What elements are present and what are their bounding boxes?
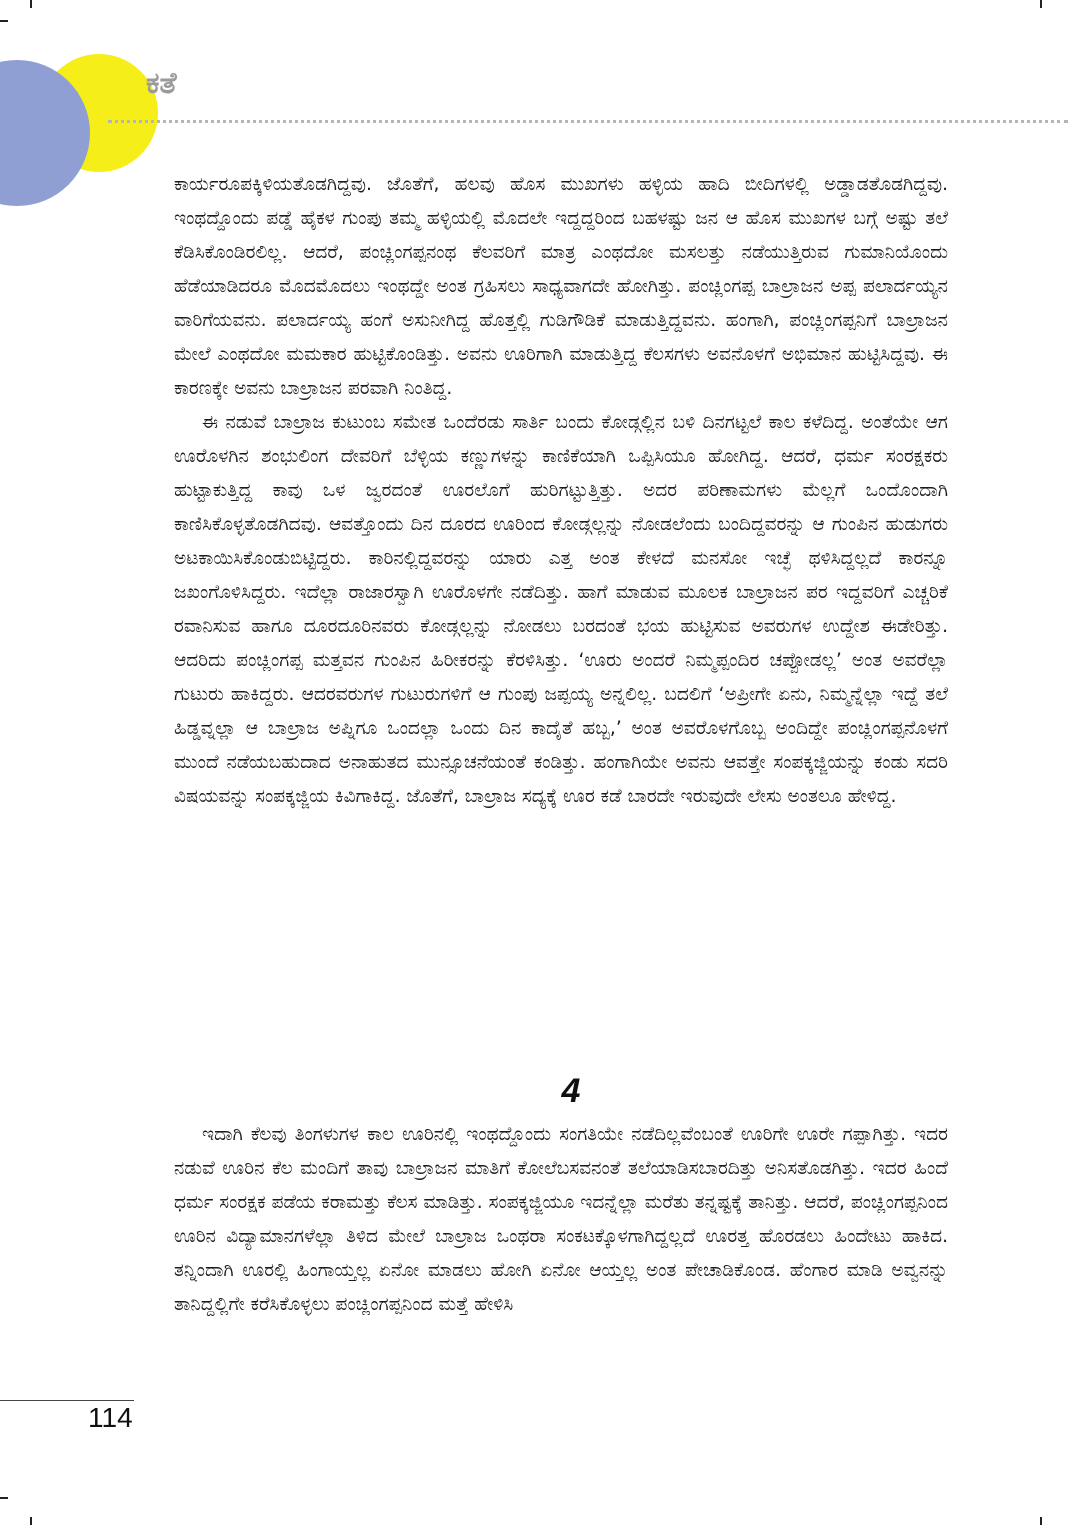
body-text-block-2 [174,1118,948,1322]
footer-rule [0,1400,134,1401]
chapter-number: 4 [561,1072,581,1110]
crop-mark-bottom-right [1040,1517,1042,1525]
paragraph: ಇದಾಗಿ ಕೆಲವು ತಿಂಗಳುಗಳ ಕಾಲ ಊರಿನಲ್ಲಿ ಇಂಥದ್ದೊಂದು ಸಂಗತಿಯೇ ನಡೆದಿಲ್ಲವೆಂಬಂತೆ ಊರಿಗೇ ಊರೇ ಗಪ್ಪಾಗಿತ್ತು. ಇದರ ನಡುವೆ ಊರಿನ ಕೆಲ ಮಂದಿಗೆ ತಾವು ಬಾಲ್ರಾಜನ ಮಾತಿಗೆ ಕೋಲೆಬಸವನಂತೆ ತಲೆಯಾಡಿಸಬಾರದಿತ್ತು ಅನಿಸತೊಡಗಿತ್ತು. ಇದರ ಹಿಂದೆ ಧರ್ಮ ಸಂರಕ್ಷಕ ಪಡೆಯ ಕರಾಮತ್ತು ಕೆಲಸ ಮಾಡಿತ್ತು. ಸಂಪಕ್ಕಜ್ಜಿಯೂ ಇದನ್ನೆಲ್ಲಾ ಮರೆತು ತನ್ನಷ್ಟಕ್ಕೆ ತಾನಿತ್ತು. ಆದರೆ, ಪಂಚ್ಲಿಂಗಪ್ಪನಿಂದ ಊರಿನ ವಿದ್ಯಾಮಾನಗಳೆಲ್ಲಾ ತಿಳಿದ ಮೇಲೆ ಬಾಲ್ರಾಜ ಒಂಥರಾ ಸಂಕಟಕ್ಕೊಳಗಾಗಿದ್ದಲ್ಲದೆ ಊರತ್ತ ಹೊರಡಲು ಹಿಂದೇಟು ಹಾಕಿದ. ತನ್ನಿಂದಾಗಿ ಊರಲ್ಲಿ ಹಿಂಗಾಯ್ತಲ್ಲ ಏನೋ ಮಾಡಲು ಹೋಗಿ ಏನೋ ಆಯ್ತಲ್ಲ ಅಂತ ಪೇಚಾಡಿಕೊಂಡ. ಹೆಂಗಾರ ಮಾಡಿ ಅವ್ವನನ್ನು ತಾನಿದ್ದಲ್ಲಿಗೇ ಕರೆಸಿಕೊಳ್ಳಲು ಪಂಚ್ಲಿಂಗಪ್ಪನಿಂದ ಮತ್ತೆ ಹೇಳಿಸಿ [174,1124,948,1315]
crop-mark-left-lower [0,1497,8,1499]
paragraph: ಈ ನಡುವೆ ಬಾಲ್ರಾಜ ಕುಟುಂಬ ಸಮೇತ ಒಂದೆರಡು ಸಾರ್ತಿ ಬಂದು ಕೋಡ್ಗಲ್ಲಿನ ಬಳಿ ದಿನಗಟ್ಟಲೆ ಕಾಲ ಕಳೆದಿದ್ದ. ಅಂತೆಯೇ ಆಗ ಊರೊಳಗಿನ ಶಂಭುಲಿಂಗ ದೇವರಿಗೆ ಬೆಳ್ಳಿಯ ಕಣ್ಣುಗಳನ್ನು ಕಾಣಿಕೆಯಾಗಿ ಒಪ್ಪಿಸಿಯೂ ಹೋಗಿದ್ದ. ಆದರೆ, ಧರ್ಮ ಸಂರಕ್ಷಕರು ಹುಟ್ಟಾಕುತ್ತಿದ್ದ ಕಾವು ಒಳ ಜ್ವರದಂತೆ ಊರಲೊಗೆ ಹುರಿಗಟ್ಟುತ್ತಿತ್ತು. ಅದರ ಪರಿಣಾಮಗಳು ಮೆಲ್ಲಗೆ ಒಂದೊಂದಾಗಿ ಕಾಣಿಸಿಕೊಳ್ಳತೊಡಗಿದವು. ಆವತ್ತೊಂದು ದಿನ ದೂರದ ಊರಿಂದ ಕೋಡ್ಗಲ್ಲನ್ನು ನೋಡಲೆಂದು ಬಂದಿದ್ದವರನ್ನು ಆ ಗುಂಪಿನ ಹುಡುಗರು ಅಟಕಾಯಿಸಿಕೊಂಡುಬಿಟ್ಟಿದ್ದರು. ಕಾರಿನಲ್ಲಿದ್ದವರನ್ನು ಯಾರು ಎತ್ತ ಅಂತ ಕೇಳದೆ ಮನಸೋ ಇಚ್ಛೆ ಥಳಿಸಿದ್ದಲ್ಲದೆ ಕಾರನ್ನೂ ಜಖಂಗೊಳಿಸಿದ್ದರು. ಇದೆಲ್ಲಾ ರಾಜಾರಸ್ವಾಗಿ ಊರೊಳಗೇ ನಡೆದಿತ್ತು. ಹಾಗೆ ಮಾಡುವ ಮೂಲಕ ಬಾಲ್ರಾಜನ ಪರ ಇದ್ದವರಿಗೆ ಎಚ್ಚರಿಕೆ ರವಾನಿಸುವ ಹಾಗೂ ದೂರದೂರಿನವರು ಕೋಡ್ಗಲ್ಲನ್ನು ನೋಡಲು ಬರದಂತೆ ಭಯ ಹುಟ್ಟಿಸುವ ಅವರುಗಳ ಉದ್ದೇಶ ಈಡೇರಿತ್ತು. ಆದರಿದು ಪಂಚ್ಲಿಂಗಪ್ಪ ಮತ್ತವನ ಗುಂಪಿನ ಹಿರೀಕರನ್ನು ಕೆರಳಿಸಿತ್ತು. ‘ಊರು ಅಂದರೆ ನಿಮ್ಮಪ್ಪಂದಿರ ಚಪ್ಪೋಡಲ್ಲ’ ಅಂತ ಅವರೆಲ್ಲಾ ಗುಟುರು ಹಾಕಿದ್ದರು. ಆದರವರುಗಳ ಗುಟುರುಗಳಿಗೆ ಆ ಗುಂಪು ಜಪ್ಪಯ್ಯ ಅನ್ನಲಿಲ್ಲ. ಬದಲಿಗೆ ‘ಅಪ್ರೀಗೇ ಏನು, ನಿಮ್ಮನ್ನೆಲ್ಲಾ ಇದ್ದೆ ತಲೆ ಹಿಡ್ಡವ್ನಲ್ಲಾ ಆ ಬಾಲ್ರಾಜ ಅಪ್ನಿಗೂ ಒಂದಲ್ಲಾ ಒಂದು ದಿನ ಕಾದೈತೆ ಹಬ್ಬ,’ ಅಂತ ಅವರೊಳಗೊಬ್ಬ ಅಂದಿದ್ದೇ ಪಂಚ್ಲಿಂಗಪ್ಪನೊಳಗೆ ಮುಂದೆ ನಡೆಯಬಹುದಾದ ಅನಾಹುತದ ಮುನ್ಸೂಚನೆಯಂತೆ ಕಂಡಿತ್ತು. ಹಂಗಾಗಿಯೇ ಅವನು ಆವತ್ತೇ ಸಂಪಕ್ಕಜ್ಜಿಯನ್ನು ಕಂಡು ಸದರಿ ವಿಷಯವನ್ನು ಸಂಪಕ್ಕಜ್ಜಿಯ ಕಿವಿಗಾಕಿದ್ದ. ಜೊತೆಗೆ, ಬಾಲ್ರಾಜ ಸದ್ಯಕ್ಕೆ ಊರ ಕಡೆ ಬಾರದೇ ಇರುವುದೇ ಲೇಸು ಅಂತಲೂ ಹೇಳಿದ್ದ. [174,412,948,807]
section-label: ಕತೆ [146,66,177,101]
crop-mark-bottom-left [30,1517,32,1525]
paragraph: ಕಾರ್ಯರೂಪಕ್ಕಿಳಿಯತೊಡಗಿದ್ದವು. ಜೊತೆಗೆ, ಹಲವು ಹೊಸ ಮುಖಗಳು ಹಳ್ಳಿಯ ಹಾದಿ ಬೀದಿಗಳಲ್ಲಿ ಅಡ್ಡಾಡತೊಡಗಿದ್ದವು. ಇಂಥದ್ದೊಂದು ಪಡ್ಡೆ ಹೈಕಳ ಗುಂಪು ತಮ್ಮ ಹಳ್ಳಿಯಲ್ಲಿ ಮೊದಲೇ ಇದ್ದದ್ದರಿಂದ ಬಹಳಷ್ಟು ಜನ ಆ ಹೊಸ ಮುಖಗಳ ಬಗ್ಗೆ ಅಷ್ಟು ತಲೆ ಕೆಡಿಸಿಕೊಂಡಿರಲಿಲ್ಲ. ಆದರೆ, ಪಂಚ್ಲಿಂಗಪ್ಪನಂಥ ಕೆಲವರಿಗೆ ಮಾತ್ರ ಎಂಥದೋ ಮಸಲತ್ತು ನಡೆಯುತ್ತಿರುವ ಗುಮಾನಿಯೊಂದು ಹೆಡೆಯಾಡಿದರೂ ಮೊದಮೊದಲು ಇಂಥದ್ದೇ ಅಂತ ಗ್ರಹಿಸಲು ಸಾಧ್ಯವಾಗದೇ ಹೋಗಿತ್ತು. ಪಂಚ್ಲಿಂಗಪ್ಪ ಬಾಲ್ರಾಜನ ಅಪ್ಪ ಪಲಾರ್ದಯ್ಯನ ವಾರಿಗೆಯವನು. ಪಲಾರ್ದಯ್ಯ ಹಂಗೆ ಅಸುನೀಗಿದ್ದ ಹೊತ್ತಲ್ಲಿ ಗುಡಿಗೌಡಿಕೆ ಮಾಡುತ್ತಿದ್ದವನು. ಹಂಗಾಗಿ, ಪಂಚ್ಲಿಂಗಪ್ಪನಿಗೆ ಬಾಲ್ರಾಜನ ಮೇಲೆ ಎಂಥದೋ ಮಮಕಾರ ಹುಟ್ಟಿಕೊಂಡಿತ್ತು. ಅವನು ಊರಿಗಾಗಿ ಮಾಡುತ್ತಿದ್ದ ಕೆಲಸಗಳು ಅವನೊಳಗೆ ಅಭಿಮಾನ ಹುಟ್ಟಿಸಿದ್ದವು. ಈ ಕಾರಣಕ್ಕೇ ಅವನು ಬಾಲ್ರಾಜನ ಪರವಾಗಿ ನಿಂತಿದ್ದ. [174,174,948,399]
body-text-block-1 [174,168,948,814]
crop-mark-left-upper [0,20,8,22]
crop-mark-top-right [1040,0,1042,8]
page-number: 114 [88,1402,133,1433]
header-dotted-rule [108,120,1068,123]
crop-mark-top-left [30,0,32,8]
